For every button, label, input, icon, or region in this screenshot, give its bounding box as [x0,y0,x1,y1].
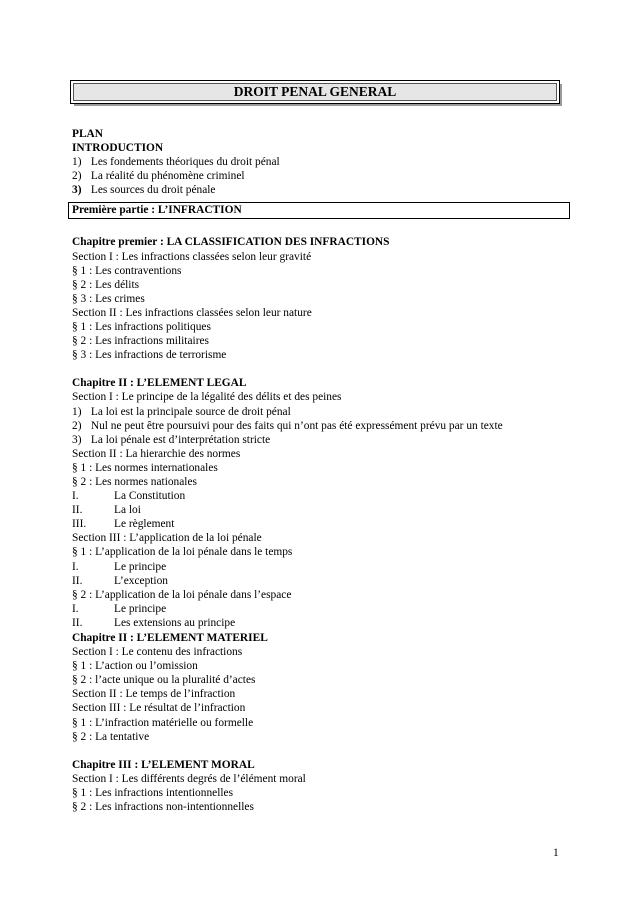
page-number: 1 [553,847,559,859]
outline-item: I. Le principe [72,602,167,615]
introduction-heading: INTRODUCTION [72,142,164,155]
outline-line: Section III : L’application de la loi pénale [72,532,262,545]
outline-line: Section I : Le contenu des infractions [72,646,243,659]
intro-item: 3) Les sources du droit pénale [72,184,216,197]
outline-line: § 2 : Les normes nationales [72,475,197,488]
plan-heading: PLAN [72,128,104,140]
outline-line: § 1 : L’infraction matérielle ou formelle [72,716,254,729]
outline-line: § 2 : Les infractions militaires [72,335,209,348]
outline-line: § 1 : Les infractions politiques [72,321,211,334]
outline-line: Section I : Le principe de la légalité des délits et des peines [72,391,342,404]
outline-line: Section II : Les infractions classées selon leur nature [72,306,312,319]
outline-item: 1) La loi est la principale source de droit pénal [72,405,291,418]
chapter-heading: Chapitre III : L’ELEMENT MORAL [72,758,255,771]
outline-line: § 1 : L’application de la loi pénale dans le temps [72,546,293,559]
outline-line: § 1 : Les normes internationales [72,461,218,474]
outline-item: II. La loi [72,504,141,517]
outline-line: § 3 : Les crimes [72,292,145,305]
outline-item: 3) La loi pénale est d’interprétation stricte [72,433,271,446]
outline-item: II. Les extensions au principe [72,616,236,629]
intro-item: 1) Les fondements théoriques du droit pénal [72,156,280,169]
outline-item: II. L’exception [72,574,168,587]
outline-line: § 1 : Les infractions intentionnelles [72,786,234,799]
intro-item: 2) La réalité du phénomène criminel [72,170,245,183]
outline-item: I. La Constitution [72,490,186,503]
outline-line: Section II : La hierarchie des normes [72,447,241,460]
title-box [70,80,560,104]
outline-line: § 1 : Les contraventions [72,264,182,277]
outline-item: I. Le principe [72,560,167,573]
outline-line: Section I : Les infractions classées selon leur gravité [72,250,312,263]
outline-line: § 2 : La tentative [72,730,150,743]
chapter-heading: Chapitre premier : LA CLASSIFICATION DES INFRACTIONS [72,236,390,249]
outline-line: Section I : Les différents degrés de l’élément moral [72,772,306,785]
document-body [72,127,572,814]
document-title: DROIT PENAL GENERAL [73,83,557,101]
chapter-heading: Chapitre II : L’ELEMENT LEGAL [72,377,247,390]
outline-line: § 2 : Les infractions non-intentionnelles [72,801,254,814]
part-heading-box: Première partie : L’INFRACTION [68,202,570,219]
outline-line: § 1 : L’action ou l’omission [72,660,198,673]
outline-line: Section III : Le résultat de l’infraction [72,702,246,715]
chapter-heading: Chapitre II : L’ELEMENT MATERIEL [72,632,268,644]
outline-line: § 2 : L’application de la loi pénale dans l’espace [72,588,292,601]
outline-line: § 2 : Les délits [72,278,140,291]
outline-item: III. Le règlement [72,518,175,531]
outline-line: Section II : Le temps de l’infraction [72,688,236,701]
outline-line: § 3 : Les infractions de terrorisme [72,349,227,362]
outline-item: 2) Nul ne peut être poursuivi pour des faits qui n’ont pas été expressément prévu par un texte [72,419,503,432]
outline-line: § 2 : l’acte unique ou la pluralité d’actes [72,674,256,687]
